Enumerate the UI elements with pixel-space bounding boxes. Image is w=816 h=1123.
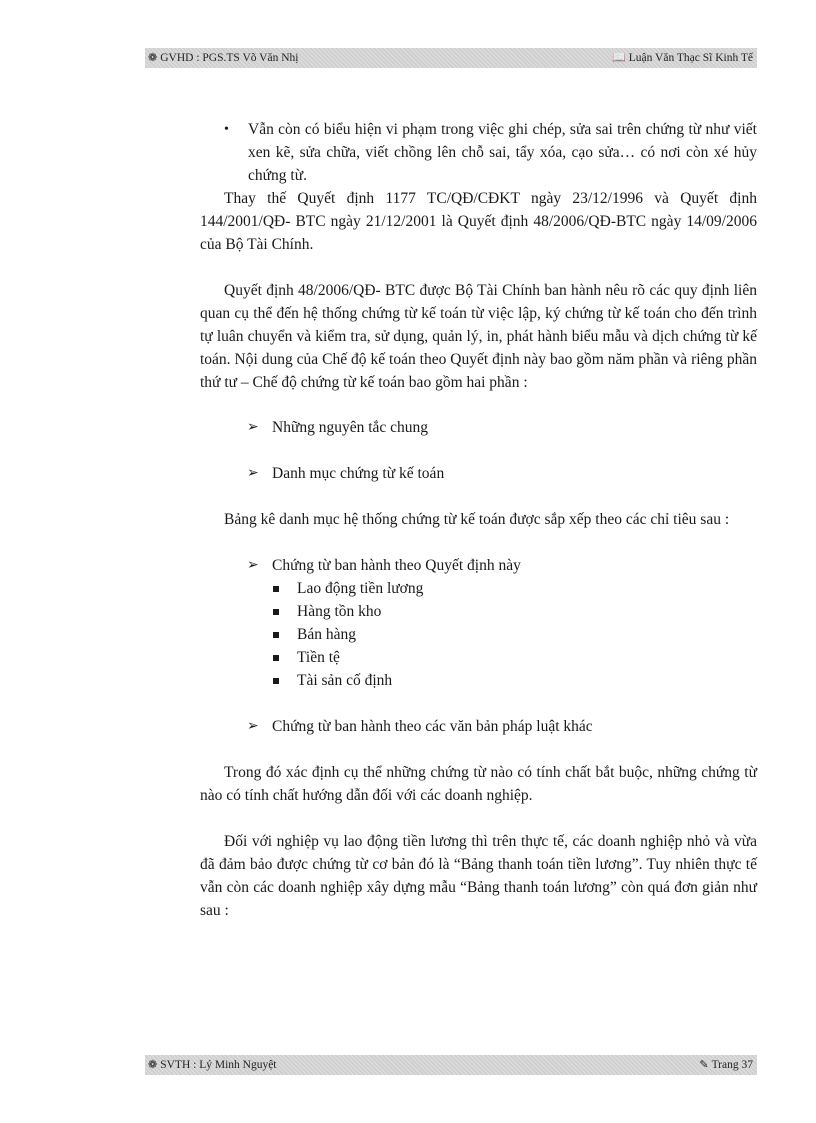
flower-icon: ❁ bbox=[148, 52, 158, 64]
arrow-bullet-icon: ➢ bbox=[247, 420, 259, 435]
arrow-item-text: Những nguyên tắc chung bbox=[272, 419, 429, 436]
arrow-item bbox=[200, 554, 757, 577]
arrow-item-text: Danh mục chứng từ kế toán bbox=[272, 465, 445, 482]
pen-icon: ✎ bbox=[699, 1059, 709, 1071]
bullet-text: Vẫn còn có biểu hiện vi phạm trong việc ghi chép, sửa sai trên chứng từ như viết xen kẽ, sửa chữa, viết chồng lên chỗ sai, tẩy xóa, cạo sửa… có nơi còn xé hủy chứng từ. bbox=[248, 121, 757, 184]
footer-left bbox=[148, 1055, 277, 1075]
arrow-item bbox=[200, 462, 757, 485]
page-content bbox=[200, 118, 757, 922]
list-item bbox=[200, 669, 757, 692]
paragraph-replacement: Thay thế Quyết định 1177 TC/QĐ/CĐKT ngày 23/12/1996 và Quyết định 144/2001/QĐ- BTC ngày 21/12/2001 là Quyết định 48/2006/QĐ-BTC ngày 14/09/2006 của Bộ Tài Chính. bbox=[200, 190, 757, 253]
paragraph-decision: Quyết định 48/2006/QĐ- BTC được Bộ Tài Chính ban hành nêu rõ các quy định liên quan cụ thể đến hệ thống chứng từ kế toán từ việc lập, ký chứng từ kế toán cho đến trình tự luân chuyển và kiểm tra, sử dụng, quản lý, in, phát hành biểu mẫu và dịch chứng từ kế toán. Nội dung của Chế độ kế toán theo Quyết định này bao gồm năm phần và riêng phần thứ tư – Chế độ chứng từ kế toán bao gồm hai phần : bbox=[200, 282, 757, 391]
arrow-item bbox=[200, 416, 757, 439]
square-bullet-icon bbox=[273, 632, 279, 638]
square-bullet-icon bbox=[273, 586, 279, 592]
list-item bbox=[200, 623, 757, 646]
list-item bbox=[200, 600, 757, 623]
arrow-bullet-icon: ➢ bbox=[247, 719, 259, 734]
header-band bbox=[145, 48, 757, 68]
footer-student: SVTH : Lý Minh Nguyệt bbox=[160, 1059, 277, 1071]
square-bullet-icon bbox=[273, 609, 279, 615]
square-bullet-icon bbox=[273, 655, 279, 661]
footer-right bbox=[699, 1055, 753, 1075]
paragraph-payroll: Đối với nghiệp vụ lao động tiền lương thì trên thực tế, các doanh nghiệp nhỏ và vừa đã đảm bảo được chứng từ cơ bản đó là “Bảng thanh toán tiền lương”. Tuy nhiên thực tế vẫn còn các doanh nghiệp xây dựng mẫu “Bảng thanh toán lương” còn quá đơn giản như sau : bbox=[200, 833, 757, 919]
arrow-bullet-icon: ➢ bbox=[247, 558, 259, 573]
list-item-text: Bán hàng bbox=[297, 626, 356, 643]
page-number: Trang 37 bbox=[711, 1059, 753, 1071]
arrow-item-text: Chứng từ ban hành theo các văn bản pháp luật khác bbox=[272, 718, 593, 735]
header-right bbox=[612, 48, 753, 68]
flower-icon: ❁ bbox=[148, 1059, 158, 1071]
paragraph-mandatory: Trong đó xác định cụ thể những chứng từ nào có tính chất bắt buộc, những chứng từ nào có tính chất hướng dẫn đối với các doanh nghiệp. bbox=[200, 764, 757, 804]
arrow-bullet-icon: ➢ bbox=[247, 466, 259, 481]
paragraph-list-intro: Bảng kê danh mục hệ thống chứng từ kế toán được sắp xếp theo các chỉ tiêu sau : bbox=[224, 511, 730, 528]
header-supervisor: GVHD : PGS.TS Võ Văn Nhị bbox=[160, 52, 299, 64]
list-item-text: Hàng tồn kho bbox=[297, 603, 382, 620]
bullet-dot-icon: • bbox=[224, 122, 229, 137]
book-icon: 📖 bbox=[612, 52, 626, 64]
arrow-item bbox=[200, 715, 757, 738]
header-left bbox=[148, 48, 298, 68]
list-item bbox=[200, 646, 757, 669]
list-item bbox=[200, 577, 757, 600]
square-bullet-icon bbox=[273, 678, 279, 684]
list-item-text: Lao động tiền lương bbox=[297, 580, 424, 597]
bullet-item bbox=[200, 118, 757, 187]
arrow-item-text: Chứng từ ban hành theo Quyết định này bbox=[272, 557, 521, 574]
sub-list bbox=[200, 577, 757, 692]
header-thesis-title: Luận Văn Thạc Sĩ Kinh Tế bbox=[628, 52, 753, 64]
list-item-text: Tài sản cố định bbox=[297, 672, 393, 689]
list-item-text: Tiền tệ bbox=[297, 649, 340, 666]
footer-band bbox=[145, 1055, 757, 1075]
